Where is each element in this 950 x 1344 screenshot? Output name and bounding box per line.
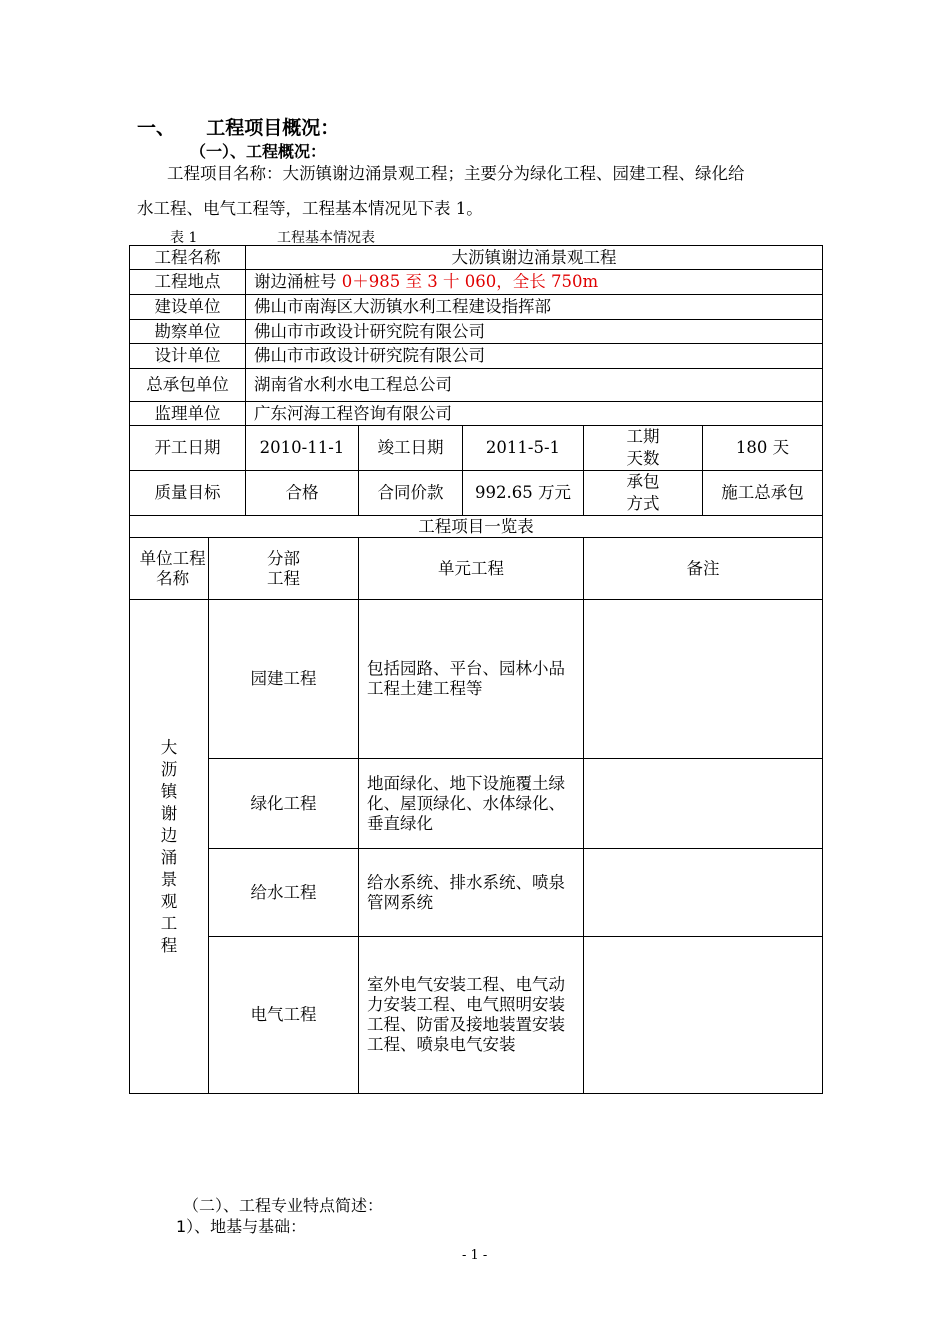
section-number: 一、 — [137, 117, 176, 139]
supervisor-label: 监理单位 — [130, 402, 246, 426]
element-cell: 地面绿化、地下设施覆土绿化、屋顶绿化、水体绿化、垂直绿化 — [359, 759, 584, 849]
contractor-label: 总承包单位 — [130, 369, 246, 402]
items-table-title: 工程项目一览表 — [130, 516, 823, 538]
division-cell: 电气工程 — [209, 937, 359, 1094]
table-row — [130, 759, 823, 849]
section2-item1: 1）、地基与基础： — [176, 1217, 307, 1236]
intro-line-2: 水工程、电气工程等，工程基本情况见下表 1。 — [137, 199, 483, 218]
section-title: 工程项目概况： — [206, 117, 340, 139]
end-date-label: 竣工日期 — [359, 426, 463, 471]
intro-line-1: 工程项目名称：大沥镇谢边涌景观工程；主要分为绿化工程、园建工程、绿化给 — [167, 164, 745, 183]
project-info-table — [129, 245, 823, 1094]
supervisor-value: 广东河海工程咨询有限公司 — [246, 402, 823, 426]
duration-label: 工期天数 — [584, 426, 703, 471]
subsection-heading: （一）、工程概况： — [190, 142, 327, 161]
quality-value: 合格 — [246, 471, 359, 516]
survey-value: 佛山市市政设计研究院有限公司 — [246, 320, 823, 344]
division-cell: 给水工程 — [209, 849, 359, 937]
element-cell: 室外电气安装工程、电气动力安装工程、电气照明安装工程、防雷及接地装置安装工程、喷泉电气安装 — [359, 937, 584, 1094]
survey-label: 勘察单位 — [130, 320, 246, 344]
builder-value: 佛山市南海区大沥镇水利工程建设指挥部 — [246, 295, 823, 320]
remark-cell — [584, 849, 823, 937]
section2-title: （二）、工程专业特点简述： — [183, 1196, 384, 1215]
start-date-value: 2010-11-1 — [246, 426, 359, 471]
price-value: 992.65 万元 — [463, 471, 584, 516]
location-highlight: 0＋985 至 3 十 060，全长 750m — [341, 272, 599, 291]
end-date-value: 2011-5-1 — [463, 426, 584, 471]
contract-mode-label: 承包方式 — [584, 471, 703, 516]
unit-name-cell: 大沥镇谢边涌景观工程 — [130, 600, 209, 1094]
location-value — [246, 270, 823, 295]
division-cell: 绿化工程 — [209, 759, 359, 849]
builder-label: 建设单位 — [130, 295, 246, 320]
table-caption-label: 表 1 — [170, 230, 198, 246]
element-cell: 包括园路、平台、园林小品工程土建工程等 — [359, 600, 584, 759]
header-division: 分部工程 — [209, 538, 359, 600]
design-label: 设计单位 — [130, 344, 246, 369]
location-label: 工程地点 — [130, 270, 246, 295]
element-cell: 给水系统、排水系统、喷泉管网系统 — [359, 849, 584, 937]
design-value: 佛山市市政设计研究院有限公司 — [246, 344, 823, 369]
quality-label: 质量目标 — [130, 471, 246, 516]
remark-cell — [584, 600, 823, 759]
header-remark: 备注 — [584, 538, 823, 600]
header-unit: 单位工程名称 — [130, 538, 209, 600]
duration-value: 180 天 — [703, 426, 823, 471]
table-row — [130, 849, 823, 937]
remark-cell — [584, 759, 823, 849]
project-name-value: 大沥镇谢边涌景观工程 — [246, 246, 823, 270]
start-date-label: 开工日期 — [130, 426, 246, 471]
table-row — [130, 937, 823, 1094]
division-cell: 园建工程 — [209, 600, 359, 759]
table-caption-title: 工程基本情况表 — [277, 230, 375, 246]
header-element: 单元工程 — [359, 538, 584, 600]
table-row — [130, 600, 823, 759]
project-name-label: 工程名称 — [130, 246, 246, 270]
contract-mode-value: 施工总承包 — [703, 471, 823, 516]
location-prefix: 谢边涌桩号 — [254, 272, 342, 291]
remark-cell — [584, 937, 823, 1094]
price-label: 合同价款 — [359, 471, 463, 516]
contractor-value: 湖南省水利水电工程总公司 — [246, 369, 823, 402]
section-heading — [137, 113, 339, 140]
page-number: - 1 - — [462, 1248, 488, 1263]
